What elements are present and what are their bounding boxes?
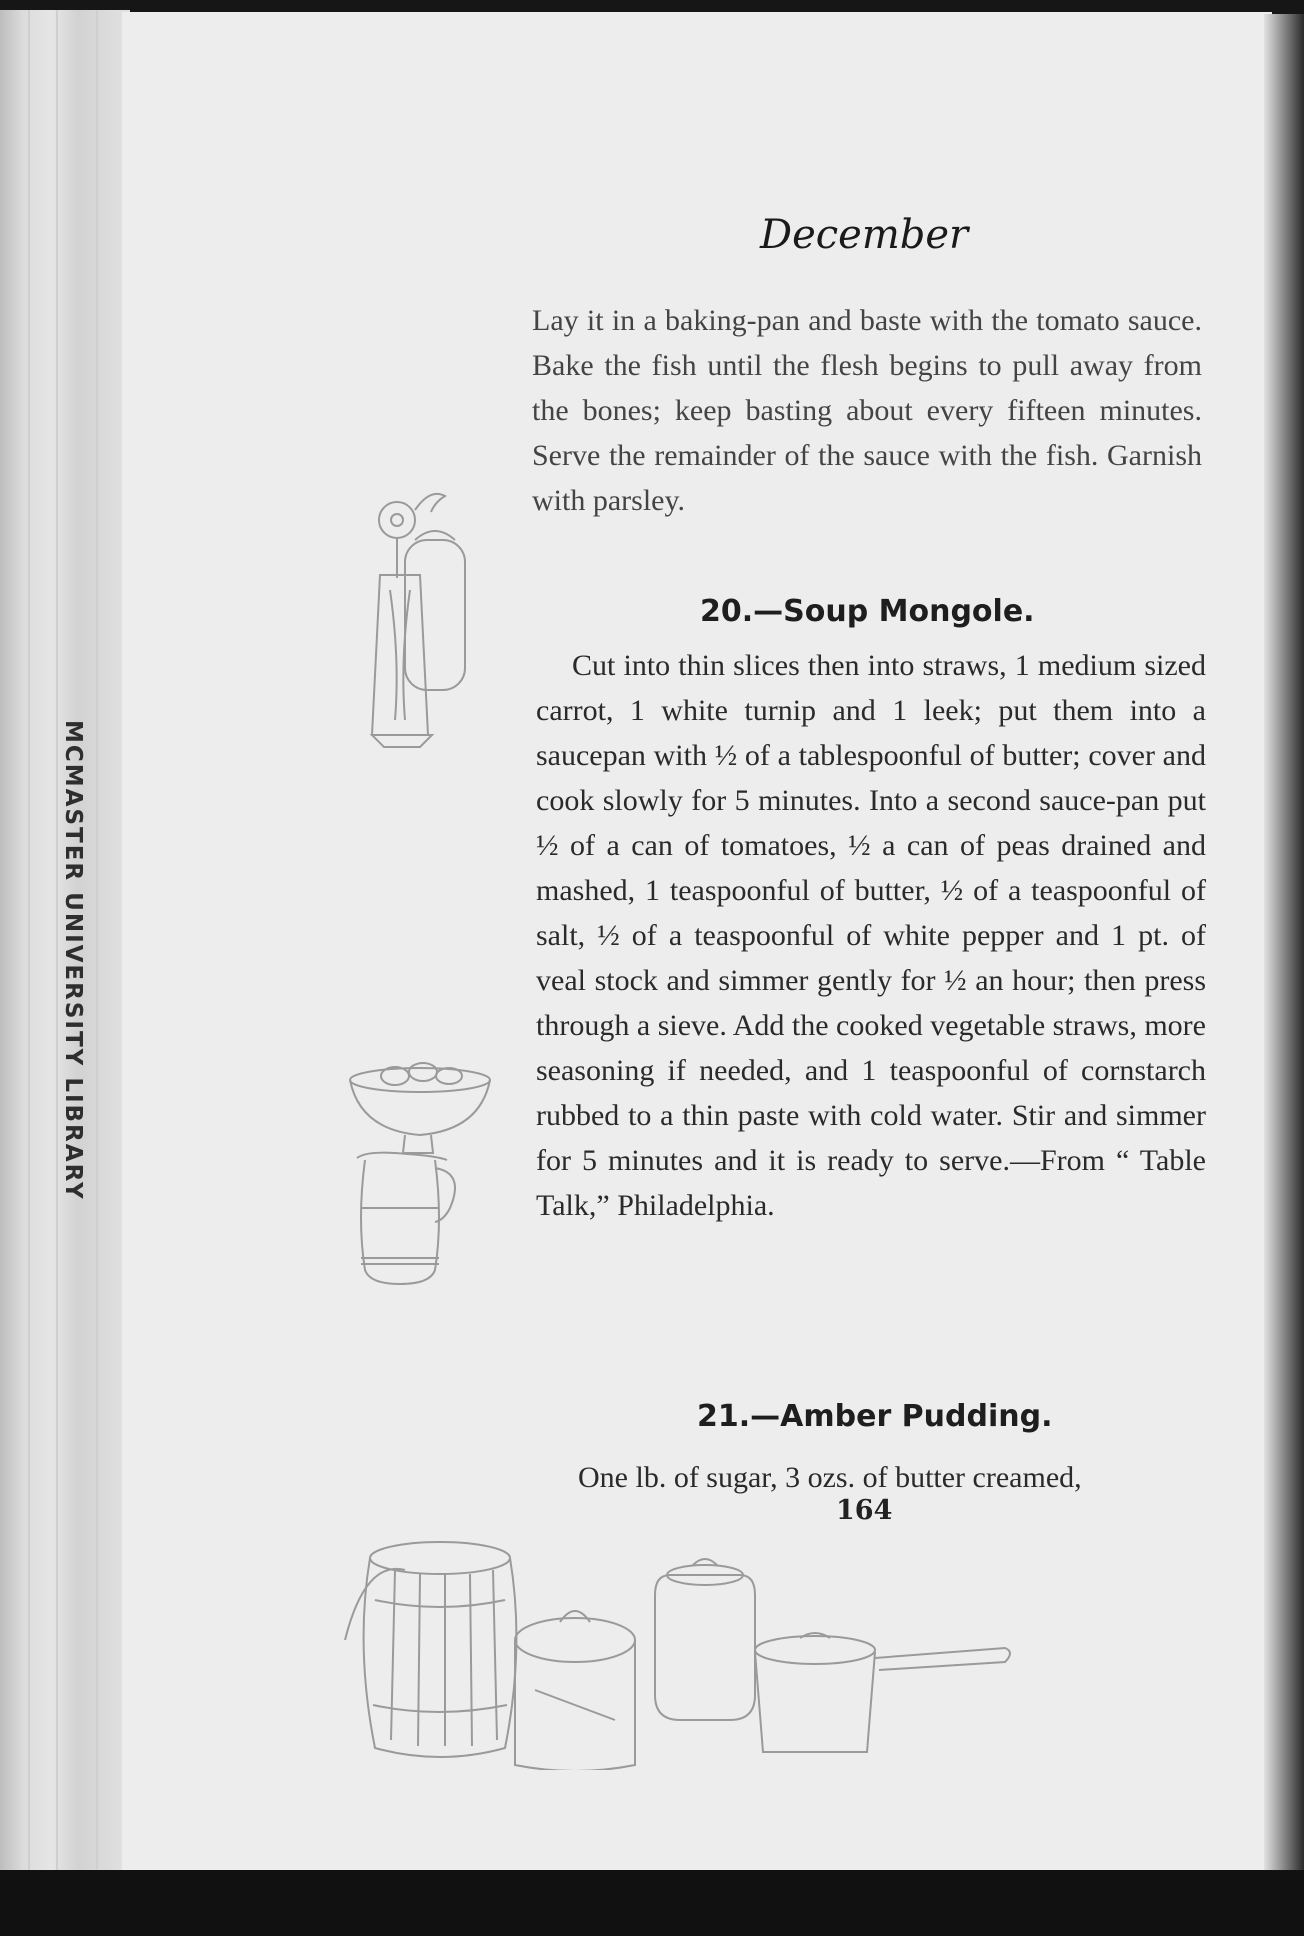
intro-paragraph: Lay it in a baking-pan and baste with the tomato sauce. Bake the fish until the flesh begins to pull away from the bones; keep basting about every fifteen minutes. Serve the remainder of the sauce with the fish. Garnish with parsley. bbox=[532, 304, 1202, 517]
recipe-body: Cut into thin slices then into straws, 1 medium sized carrot, 1 white turnip and 1 leek; put them into a saucepan with ½ of a tablespoonful of butter; cover and cook slowly for 5 minutes. Into a second sauce-pan put ½ of a can of tomatoes, ½ a can of peas drained and mashed, 1 teaspoonful of butter, ½ of a teaspoonful of salt, ½ of a teaspoonful of white pepper and 1 pt. of veal stock and simmer gently for ½ an hour; then press through a sieve. Add the cooked vegetable straws, more seasoning if needed, and 1 teaspoonful of cornstarch rubbed to a thin paste with cold water. Stir and simmer for 5 minutes and it is ready to serve.—From “ Table Talk,” Philadelphia. bbox=[536, 649, 1206, 1222]
running-head: December bbox=[760, 212, 969, 258]
egg-beater-and-jar-icon bbox=[345, 480, 495, 750]
recipe-heading: 21.—Amber Pudding. bbox=[697, 1399, 1053, 1434]
page-fold-shadow bbox=[1264, 14, 1304, 1874]
library-stamp: MCMASTER UNIVERSITY LIBRARY bbox=[60, 720, 86, 1201]
recipe-body: One lb. of sugar, 3 ozs. of butter creamed, bbox=[578, 1461, 1082, 1494]
bottom-shadow bbox=[0, 1870, 1304, 1936]
page-number: 164 bbox=[836, 1495, 893, 1526]
bowl-of-eggs-and-pitcher-icon bbox=[345, 1058, 495, 1298]
page-edge-line bbox=[96, 10, 98, 1870]
page-edge-line bbox=[28, 10, 30, 1870]
page-edge-line bbox=[56, 10, 58, 1870]
recipe-heading: 20.—Soup Mongole. bbox=[700, 594, 1035, 629]
barrel-crock-jar-saucepan-icon bbox=[335, 1530, 1035, 1770]
